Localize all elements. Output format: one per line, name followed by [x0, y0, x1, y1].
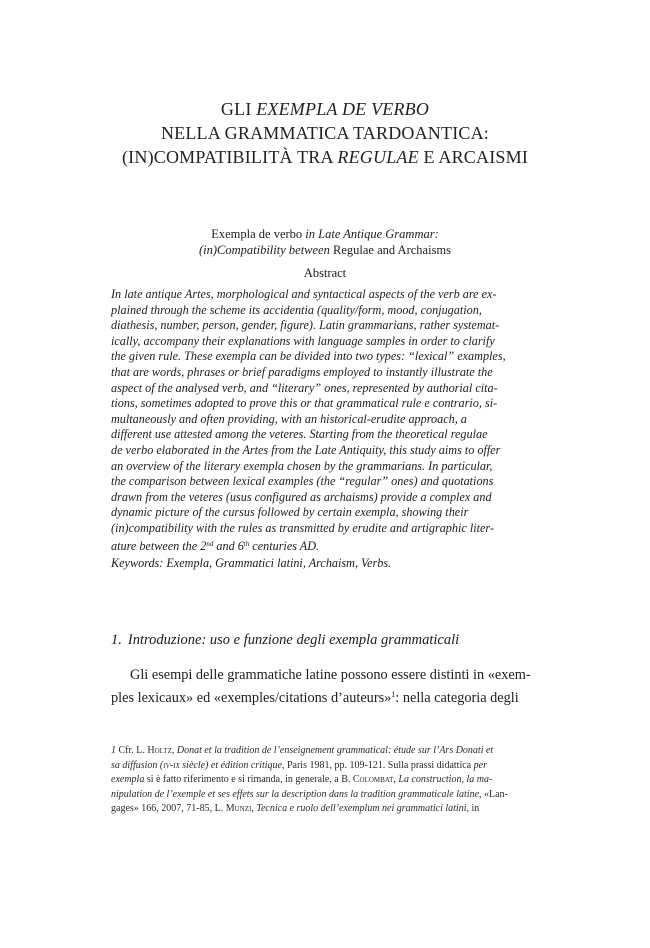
- footnote-line: sa diffusion (iv-ix siècle) et édition critique, Paris 1981, pp. 109-121. Sulla prassi didattica per: [111, 759, 487, 771]
- abstract-heading: Abstract: [303, 266, 347, 280]
- article-title: [60, 97, 590, 169]
- title-line-1: GLI EXEMPLA DE VERBO: [220, 99, 430, 119]
- abstract-line: that are words, phrases or brief paradigms employed to instantly illustrate the: [111, 364, 493, 379]
- title-line-3: (IN)COMPATIBILITÀ TRA REGULAE E ARCAISMI: [121, 147, 529, 167]
- footnote-line: gages» 166, 2007, 71-85, L. Munzi, Tecnica e ruolo dell’exemplum nei grammatici latini, in: [111, 803, 480, 815]
- keywords: Keywords: Exempla, Grammatici latini, Archaism, Verbs.: [111, 556, 392, 570]
- body-line: Gli esempi delle grammatiche latine possono essere distinti in «exem-: [130, 667, 531, 683]
- abstract-line: different use attested among the veteres. Starting from the theoretical regulae: [111, 427, 488, 442]
- abstract-line: diathesis, number, person, gender, figure). Latin grammarians, rather systemat-: [111, 318, 500, 333]
- english-title-line-1: Exempla de verbo in Late Antique Grammar:: [211, 227, 439, 241]
- abstract-line: an overview of the literary exempla chosen by the grammarians. In particular,: [111, 458, 493, 473]
- abstract-line: multaneously and often providing, with an historical-erudite approach, a: [111, 411, 467, 426]
- body-paragraph: [111, 665, 542, 708]
- english-title-line-2: (in)Compatibility between Regulae and Archaisms: [198, 243, 452, 257]
- abstract-line: plained through the scheme its accidentia (quality/form, mood, conjugation,: [111, 302, 482, 317]
- title-line-2: NELLA GRAMMATICA TARDOANTICA:: [160, 123, 490, 143]
- abstract-line: In late antique Artes, morphological and syntactical aspects of the verb are ex-: [111, 287, 497, 301]
- footnote-line: 1 Cfr. L. Holtz, Donat et la tradition de l’enseignement grammatical: étude sur l’Ars Donati et: [111, 745, 494, 756]
- abstract-last-line: ature between the 2nd and 6th centuries AD.: [111, 538, 320, 553]
- section-title: Introduzione: uso e funzione degli exempla grammaticali: [127, 632, 460, 648]
- footnote-line: exempla si è fatto riferimento e si rimanda, in generale, a B. Colombat, La construction, la ma-: [111, 774, 493, 786]
- abstract-line: drawn from the veteres (usus configured as archaisms) provide a complex and: [111, 489, 492, 504]
- abstract-line: ically, accompany their explanations with language samples in order to clarify: [111, 333, 495, 348]
- footnote-number: 1: [111, 745, 116, 756]
- abstract-body: [111, 287, 542, 554]
- abstract-line: the comparison between lexical examples (the “regular” ones) and quotations: [111, 474, 494, 489]
- footnote: [111, 744, 542, 817]
- body-line: ples lexicaux» ed «exemples/citations d’auteurs»$^1$: nella categoria degli: [111, 690, 519, 706]
- abstract-line: (in)compatibility with the rules as transmitted by erudite and artigraphic liter-: [111, 520, 494, 535]
- abstract-line: de verbo elaborated in the Artes from the Late Antiquity, this study aims to offer: [111, 442, 501, 457]
- footnote-line: nipulation de l’exemple et ses effets sur la description dans la tradition grammaticale latine, «Lan-: [111, 788, 508, 800]
- abstract-line: dynamic picture of the cursus followed by certain exempla, showing their: [111, 505, 469, 520]
- abstract-line: aspect of the analysed verb, and “literary” ones, represented by authorial cita-: [111, 380, 498, 395]
- section-heading: [111, 631, 542, 649]
- english-title: [60, 226, 590, 258]
- abstract-line: the given rule. These exempla can be divided into two types: “lexical” examples,: [111, 349, 506, 364]
- footnote-ref[interactable]: 1: [391, 690, 396, 699]
- abstract-line: tions, sometimes adopted to prove this or that grammatical rule e contrario, si-: [111, 396, 498, 411]
- section-number: 1.: [111, 632, 122, 648]
